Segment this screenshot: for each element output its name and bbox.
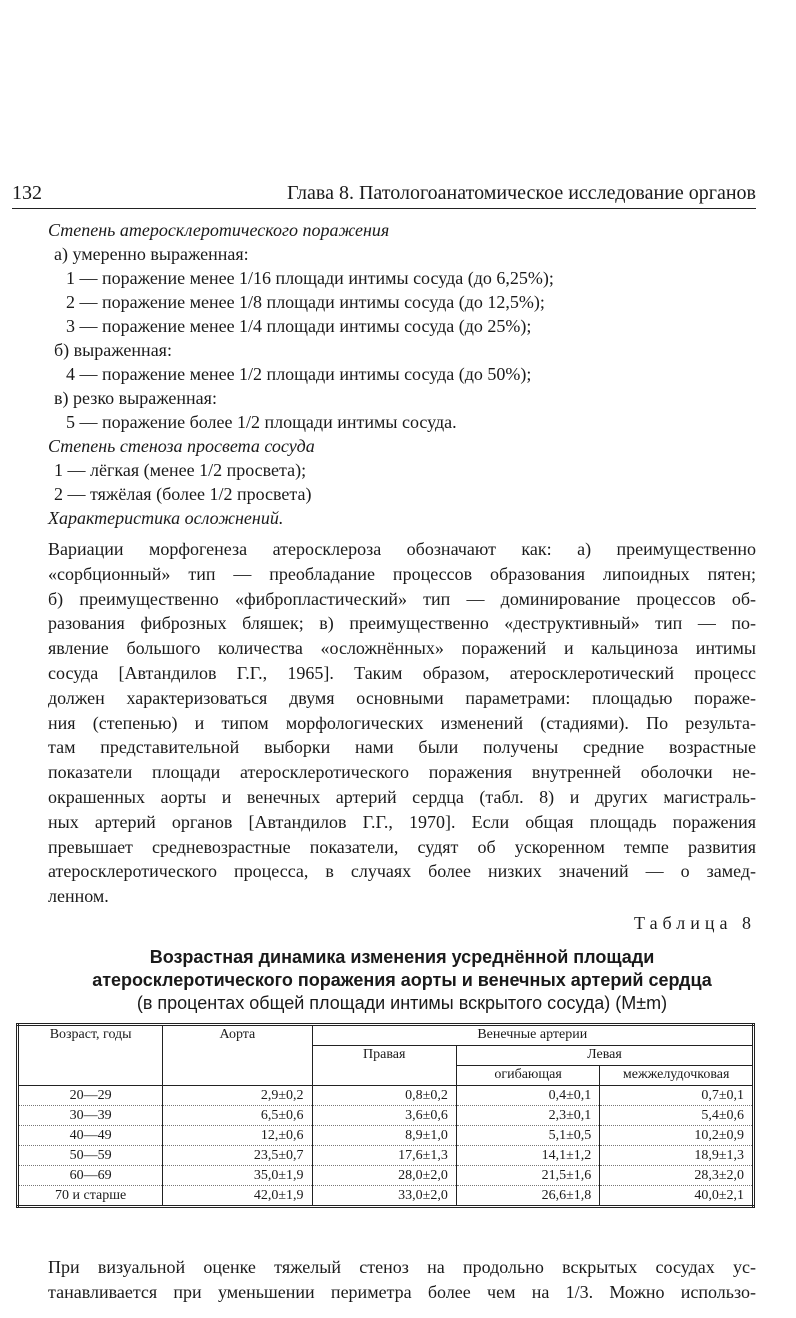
degree-title: Степень атеросклеротического поражения [48, 220, 390, 240]
chapter-title: Глава 8. Патологоанатомическое исследование органов [287, 182, 756, 204]
paragraph-line: Вариации морфогенеза атеросклероза обозначают как: а) преимущественно [48, 539, 756, 559]
cell-interventricular: 5,4±0,6 [600, 1106, 754, 1126]
header-age: Возраст, годы [18, 1025, 163, 1086]
header-circumflex: огибающая [456, 1066, 599, 1086]
paragraph-line: там представительной выборки нами были получены средние возрастные [48, 737, 756, 758]
cell-aorta: 2,9±0,2 [163, 1086, 312, 1106]
cell-circumflex: 5,1±0,5 [456, 1126, 599, 1146]
stenosis-item: 1 — лёгкая (менее 1/2 просвета); [54, 460, 307, 480]
header-left: Левая [456, 1046, 753, 1066]
cell-circumflex: 14,1±1,2 [456, 1146, 599, 1166]
page-header [12, 180, 756, 209]
cell-age: 30—39 [18, 1106, 163, 1126]
degree-item: 3 — поражение менее 1/4 площади интимы сосуда (до 25%); [66, 316, 532, 336]
paragraph-line: превышает средневозрастные показатели, судят об ускоренном темпе развития [48, 836, 756, 857]
table-row [18, 1186, 754, 1207]
table-row [18, 1126, 754, 1146]
paragraph-line: должен характеризоваться двумя основными параметрами: площадью пораже- [48, 687, 756, 708]
paragraph-line: атеросклеротического процесса, в случаях более низких значений — о замед- [48, 861, 756, 882]
cell-circumflex: 26,6±1,8 [456, 1186, 599, 1207]
data-table [16, 1023, 755, 1208]
caption-line: Возрастная динамика изменения усреднённой площади [149, 947, 655, 967]
cell-circumflex: 2,3±0,1 [456, 1106, 599, 1126]
caption-line: атеросклеротического поражения аорты и венечных артерий сердца [92, 970, 712, 990]
degree-c-label: в) резко выраженная: [54, 388, 217, 408]
cell-circumflex: 21,5±1,6 [456, 1166, 599, 1186]
table-label: Таблица 8 [634, 913, 756, 933]
classification-section [48, 218, 756, 530]
cell-right: 3,6±0,6 [312, 1106, 456, 1126]
cell-age: 50—59 [18, 1146, 163, 1166]
paragraph-line: разования фиброзных бляшек; в) преимущественно «деструктивный» тип — по- [48, 613, 756, 634]
table-row [18, 1086, 754, 1106]
cell-interventricular: 28,3±2,0 [600, 1166, 754, 1186]
main-paragraph [48, 537, 756, 909]
cell-age: 60—69 [18, 1166, 163, 1186]
cell-interventricular: 10,2±0,9 [600, 1126, 754, 1146]
paragraph-line: окрашенных аорты и венечных артерий сердца (табл. 8) и других магистраль- [48, 786, 756, 807]
degree-b-label: б) выраженная: [54, 340, 172, 360]
table-row [18, 1166, 754, 1186]
degree-item: 5 — поражение более 1/2 площади интимы сосуда. [66, 412, 457, 432]
table-caption [48, 946, 756, 1015]
header-right: Правая [312, 1046, 456, 1086]
paragraph-line: «сорбционный» тип — преобладание процессов образования липоидных пятен; [48, 563, 756, 584]
cell-right: 8,9±1,0 [312, 1126, 456, 1146]
paragraph-line: ленном. [48, 886, 109, 907]
cell-right: 0,8±0,2 [312, 1086, 456, 1106]
table-row [18, 1106, 754, 1126]
cell-age: 40—49 [18, 1126, 163, 1146]
header-coronary: Венечные артерии [312, 1025, 753, 1046]
table-row [18, 1146, 754, 1166]
cell-interventricular: 0,7±0,1 [600, 1086, 754, 1106]
degree-item: 2 — поражение менее 1/8 площади интимы сосуда (до 12,5%); [66, 292, 545, 312]
paragraph-line: явление большого количества «осложнённых» поражений и кальциноза интимы [48, 638, 756, 659]
degree-item: 4 — поражение менее 1/2 площади интимы сосуда (до 50%); [66, 364, 532, 384]
cell-interventricular: 40,0±2,1 [600, 1186, 754, 1207]
cell-age: 20—29 [18, 1086, 163, 1106]
paragraph-line: б) преимущественно «фибропластический» тип — доминирование процессов об- [48, 588, 756, 609]
cell-circumflex: 0,4±0,1 [456, 1086, 599, 1106]
paragraph-line: показатели площади атеросклеротического поражения внутренней оболочки не- [48, 762, 756, 783]
cell-aorta: 12,±0,6 [163, 1126, 312, 1146]
cell-aorta: 42,0±1,9 [163, 1186, 312, 1207]
paragraph-line: сосуда [Автандилов Г.Г., 1965]. Таким образом, атеросклеротический процесс [48, 662, 756, 683]
cell-right: 28,0±2,0 [312, 1166, 456, 1186]
caption-subline: (в процентах общей площади интимы вскрытого сосуда) (M±m) [136, 993, 668, 1013]
paragraph-line: При визуальной оценке тяжелый стеноз на продольно вскрытых сосудах ус- [48, 1257, 756, 1277]
stenosis-item: 2 — тяжёлая (более 1/2 просвета) [54, 484, 312, 504]
complications-title: Характеристика осложнений. [48, 508, 284, 528]
paragraph-line: ния (степенью) и типом морфологических изменений (стадиями). По результа- [48, 712, 756, 733]
bottom-paragraph [48, 1255, 756, 1305]
header-interventricular: межжелудочковая [600, 1066, 754, 1086]
paragraph-line: танавливается при уменьшении периметра более чем на 1/3. Можно использо- [48, 1281, 756, 1302]
cell-right: 33,0±2,0 [312, 1186, 456, 1207]
paragraph-line: ных артерий органов [Автандилов Г.Г., 1970]. Если общая площадь поражения [48, 811, 756, 832]
header-aorta: Аорта [163, 1025, 312, 1086]
degree-a-label: а) умеренно выраженная: [54, 244, 249, 264]
cell-aorta: 23,5±0,7 [163, 1146, 312, 1166]
degree-item: 1 — поражение менее 1/16 площади интимы сосуда (до 6,25%); [66, 268, 554, 288]
cell-aorta: 6,5±0,6 [163, 1106, 312, 1126]
stenosis-title: Степень стеноза просвета сосуда [48, 436, 315, 456]
cell-interventricular: 18,9±1,3 [600, 1146, 754, 1166]
page-number: 132 [12, 182, 42, 204]
cell-aorta: 35,0±1,9 [163, 1166, 312, 1186]
cell-age: 70 и старше [18, 1186, 163, 1207]
cell-right: 17,6±1,3 [312, 1146, 456, 1166]
